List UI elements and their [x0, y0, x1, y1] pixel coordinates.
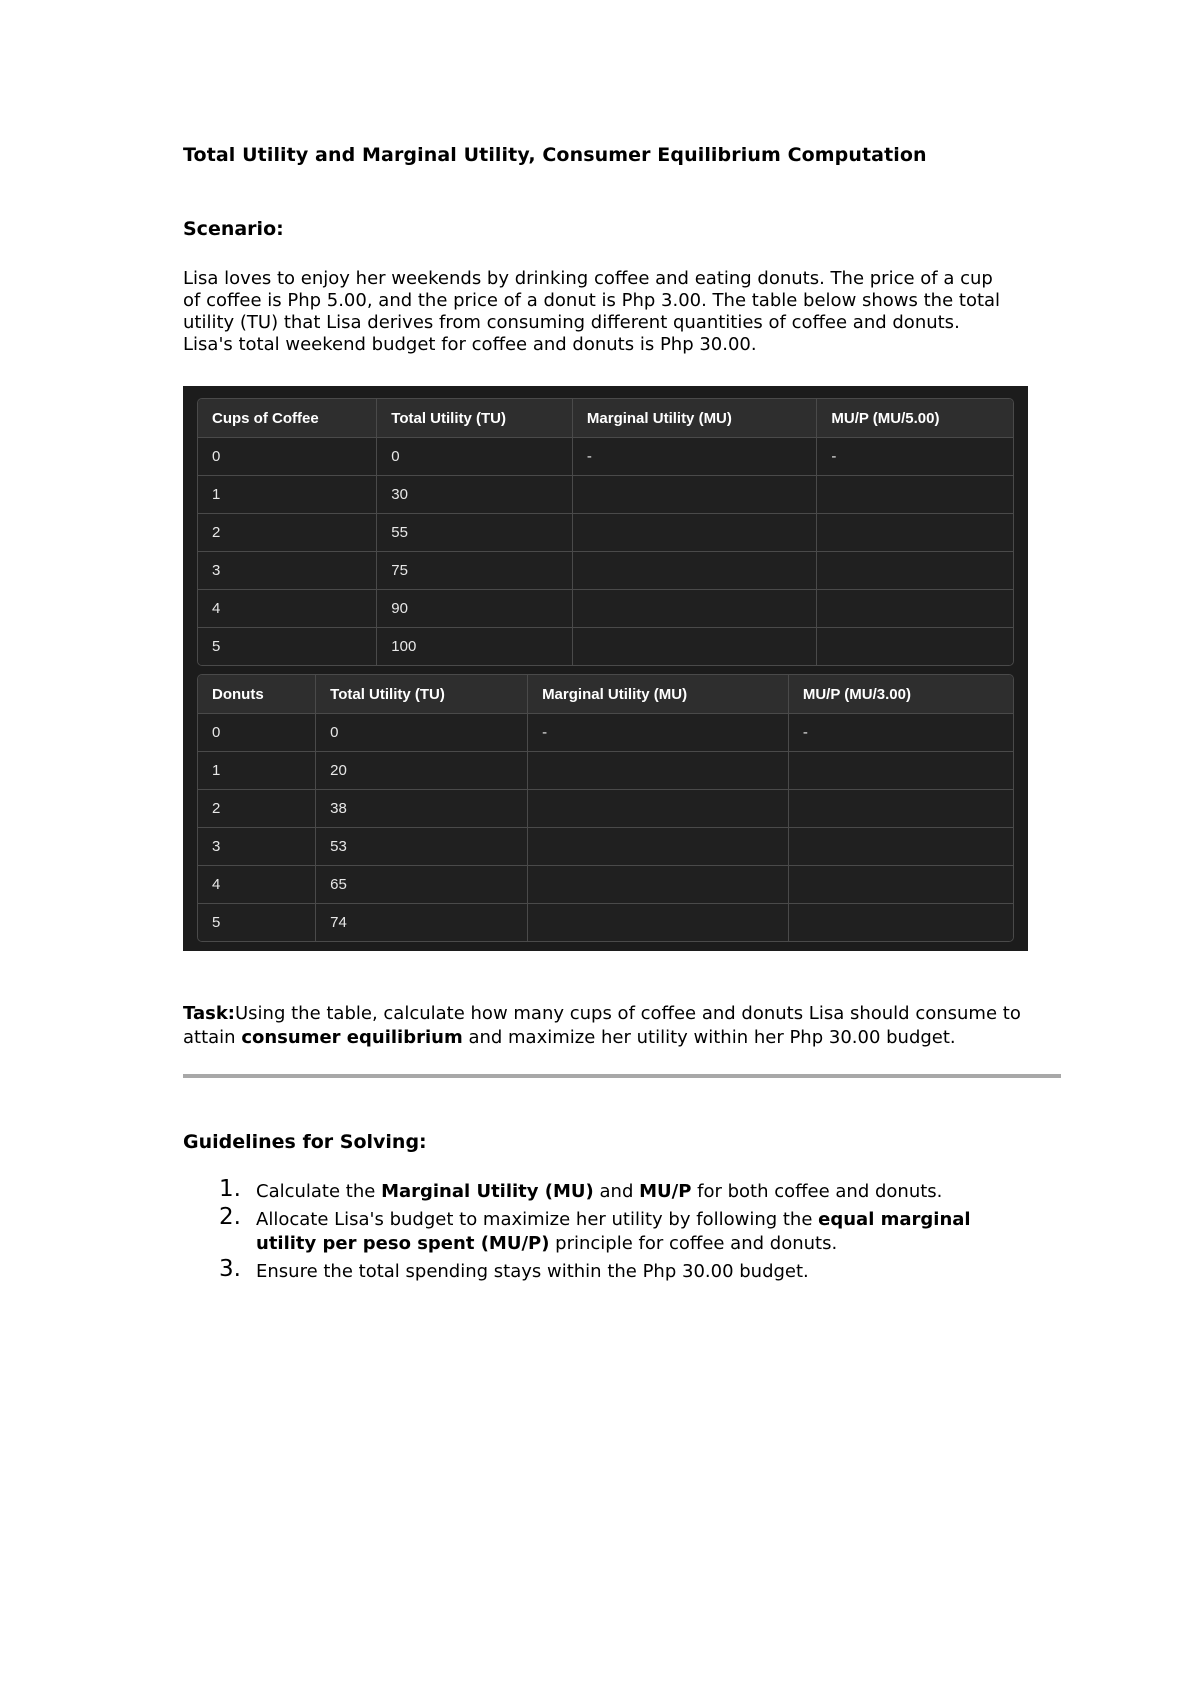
column-header: Marginal Utility (MU): [573, 399, 818, 438]
table-cell: -: [789, 714, 1013, 752]
list-item: [183, 1256, 1013, 1284]
list-text: principle for coffee and donuts.: [549, 1233, 838, 1254]
scenario-text: [183, 268, 1043, 356]
table-cell: 30: [377, 476, 573, 514]
table-cell: 65: [316, 866, 528, 904]
column-header: Cups of Coffee: [198, 399, 377, 438]
table-cell: 53: [316, 828, 528, 866]
table-row: [198, 828, 1013, 866]
scenario-line: of coffee is Php 5.00, and the price of a donut is Php 3.00. The table below shows the total: [183, 290, 1001, 311]
table-cell: [528, 866, 789, 904]
table-cell: [789, 866, 1013, 904]
table-cell: [789, 752, 1013, 790]
table-cell: [789, 904, 1013, 941]
list-text: Allocate Lisa's budget to maximize her utility by following the: [256, 1209, 819, 1230]
list-item: [183, 1204, 1013, 1256]
table-cell: 90: [377, 590, 573, 628]
table-cell: 4: [198, 866, 316, 904]
table-row: [198, 514, 1013, 552]
list-number: 2.: [219, 1204, 241, 1230]
list-number: 1.: [219, 1176, 241, 1202]
table-cell: 0: [198, 714, 316, 752]
table-cell: 3: [198, 828, 316, 866]
task-paragraph: [183, 1002, 1053, 1050]
page-title: Total Utility and Marginal Utility, Consumer Equilibrium Computation: [183, 144, 927, 166]
table-row: [198, 714, 1013, 752]
task-text: Using the table, calculate how many cups of coffee and donuts Lisa should consume to attain: [183, 1003, 1021, 1048]
donut-utility-table: [197, 674, 1014, 942]
table-cell: 74: [316, 904, 528, 941]
table-cell: 5: [198, 628, 377, 665]
table-cell: [573, 590, 818, 628]
table-cell: [528, 790, 789, 828]
table-row: [198, 904, 1013, 941]
table-cell: [789, 790, 1013, 828]
table-row: [198, 866, 1013, 904]
table-cell: 55: [377, 514, 573, 552]
table-cell: [817, 476, 1013, 514]
table-cell: -: [817, 438, 1013, 476]
list-text: Calculate the: [256, 1181, 382, 1202]
table-cell: [528, 904, 789, 941]
table-row: [198, 438, 1013, 476]
table-cell: 0: [316, 714, 528, 752]
table-cell: 1: [198, 752, 316, 790]
table-cell: 0: [377, 438, 573, 476]
table-row: [198, 628, 1013, 665]
table-cell: [573, 552, 818, 590]
table-cell: [789, 828, 1013, 866]
table-row: [198, 552, 1013, 590]
list-text: Ensure the total spending stays within the Php 30.00 budget.: [256, 1261, 809, 1282]
scenario-line: utility (TU) that Lisa derives from consuming different quantities of coffee and donuts.: [183, 312, 960, 333]
table-cell: -: [528, 714, 789, 752]
task-text: and maximize her utility within her Php 30.00 budget.: [462, 1027, 956, 1048]
table-row: [198, 590, 1013, 628]
column-header: MU/P (MU/3.00): [789, 675, 1013, 714]
table-cell: 2: [198, 790, 316, 828]
table-cell: 100: [377, 628, 573, 665]
list-bold-text: equal marginal utility per peso spent (MU/P): [256, 1209, 971, 1254]
table-cell: 75: [377, 552, 573, 590]
guidelines-list: [183, 1176, 1013, 1288]
guidelines-heading: Guidelines for Solving:: [183, 1131, 427, 1153]
list-text: and: [593, 1181, 640, 1202]
table-cell: 5: [198, 904, 316, 941]
table-header-row: [198, 399, 1013, 438]
table-cell: [573, 476, 818, 514]
scenario-heading: Scenario:: [183, 218, 284, 240]
table-cell: [817, 552, 1013, 590]
horizontal-divider: [183, 1074, 1061, 1078]
utility-tables-image: [183, 386, 1028, 951]
column-header: MU/P (MU/5.00): [817, 399, 1013, 438]
table-cell: 0: [198, 438, 377, 476]
task-bold-term: consumer equilibrium: [241, 1027, 463, 1048]
table-cell: [573, 514, 818, 552]
table-cell: [817, 590, 1013, 628]
table-header-row: [198, 675, 1013, 714]
list-bold-text: Marginal Utility (MU): [381, 1181, 594, 1202]
scenario-line: Lisa loves to enjoy her weekends by drinking coffee and eating donuts. The price of a cup: [183, 268, 993, 289]
list-item: [183, 1176, 1013, 1204]
column-header: Donuts: [198, 675, 316, 714]
column-header: Marginal Utility (MU): [528, 675, 789, 714]
table-cell: 20: [316, 752, 528, 790]
table-row: [198, 790, 1013, 828]
table-cell: 4: [198, 590, 377, 628]
table-cell: 1: [198, 476, 377, 514]
table-row: [198, 752, 1013, 790]
column-header: Total Utility (TU): [377, 399, 573, 438]
table-cell: [817, 514, 1013, 552]
list-number: 3.: [219, 1256, 241, 1282]
coffee-utility-table: [197, 398, 1014, 666]
table-cell: [817, 628, 1013, 665]
table-cell: 2: [198, 514, 377, 552]
task-label: Task:: [183, 1003, 235, 1024]
column-header: Total Utility (TU): [316, 675, 528, 714]
table-row: [198, 476, 1013, 514]
list-bold-text: MU/P: [639, 1181, 692, 1202]
table-cell: [573, 628, 818, 665]
table-cell: 3: [198, 552, 377, 590]
table-cell: [528, 828, 789, 866]
scenario-line: Lisa's total weekend budget for coffee and donuts is Php 30.00.: [183, 334, 757, 355]
list-text: for both coffee and donuts.: [691, 1181, 943, 1202]
table-cell: [528, 752, 789, 790]
table-cell: 38: [316, 790, 528, 828]
table-cell: -: [573, 438, 818, 476]
